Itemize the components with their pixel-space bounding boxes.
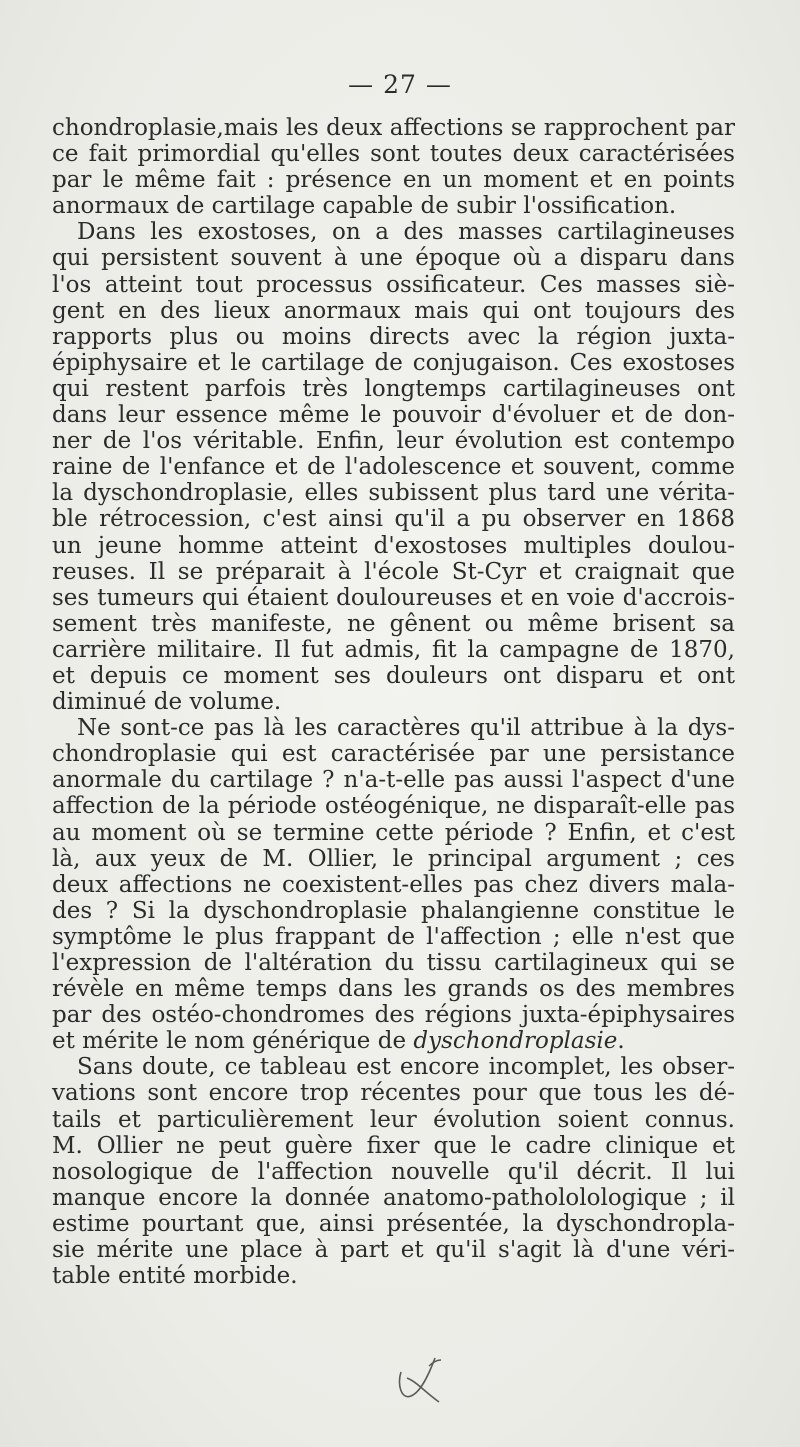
text-line: l'expression de l'altération du tissu cartilagineux qui se [52, 950, 735, 976]
text-line: au moment où se termine cette période ? Enfin, et c'est [52, 819, 735, 846]
text-line: reuses. Il se préparait à l'école St-Cyr et craignait que [52, 558, 735, 585]
text-line: dans leur essence même le pouvoir d'évoluer et de don- [52, 402, 735, 429]
text-line: table entité morbide. [52, 1263, 298, 1290]
text-line: sement très manifeste, ne gênent ou même brisent sa [52, 610, 735, 637]
text-line: anormaux de cartilage capable de subir l'ossification. [52, 193, 677, 220]
text-line: ner de l'os véritable. Enfin, leur évolution est contempo [52, 428, 735, 455]
text-line: affection de la période ostéogénique, ne disparaît-elle pas [52, 793, 735, 820]
text-line: sie mérite une place à part et qu'il s'agit là d'une véri- [52, 1237, 735, 1264]
text-line: là, aux yeux de M. Ollier, le principal argument ; ces [52, 845, 735, 872]
text-line: chondroplasie qui est caractérisée par une persistance [52, 741, 735, 768]
text-line: manque encore la donnée anatomo-pathololologique ; il [52, 1184, 735, 1211]
text-line: ce fait primordial qu'elles sont toutes deux caractérisées [52, 141, 735, 168]
text-line: par des ostéo-chondromes des régions juxta-épiphysaires [52, 1002, 735, 1029]
text-line: qui restent parfois très longtemps cartilagineuses ont [52, 375, 735, 402]
text-line: des ? Si la dyschondroplasie phalangienne constitue le [52, 897, 735, 924]
text-line: symptôme le plus frappant de l'affection ; elle n'est que [52, 923, 735, 950]
italic-term: dyschondroplasie [413, 1028, 618, 1055]
text-line: ses tumeurs qui étaient douloureuses et en voie d'accrois- [52, 584, 735, 611]
text-line: vations sont encore trop récentes pour que tous les dé- [52, 1080, 735, 1107]
text-line: un jeune homme atteint d'exostoses multiples doulou- [52, 532, 735, 559]
text-line: nosologique de l'affection nouvelle qu'il décrit. Il lui [52, 1158, 735, 1185]
text-line: la dyschondroplasie, elles subissent plus tard une vérita- [52, 480, 735, 507]
text-line: chondroplasie,mais les deux affections se rapprochent par [52, 115, 735, 141]
text-line: rapports plus ou moins directs avec la région juxta- [52, 323, 735, 350]
body-text [52, 115, 735, 1289]
text-line: et depuis ce moment ses douleurs ont disparu et ont [52, 662, 735, 689]
text-line: estime pourtant que, ainsi présentée, la dyschondropla- [52, 1210, 735, 1237]
text-line: Ne sont-ce pas là les caractères qu'il attribue à la dys- [77, 715, 735, 742]
text-line: épiphysaire et le cartilage de conjugaison. Ces exostoses [52, 349, 735, 376]
text-line: tails et particulièrement leur évolution soient connus. [52, 1106, 735, 1133]
text-line: carrière militaire. Il fut admis, fit la campagne de 1870, [52, 636, 735, 663]
text-line: et mérite le nom générique de dyschondroplasie. [52, 1028, 625, 1055]
text-line: révèle en même temps dans les grands os des membres [52, 976, 735, 1003]
page-number: — 27 — [348, 70, 452, 99]
text-line: deux affections ne coexistent-elles pas chez divers mala- [52, 871, 735, 898]
text-line: ble rétrocession, c'est ainsi qu'il a pu observer en 1868 [52, 506, 735, 533]
text-line: par le même fait : présence en un moment et en points [52, 167, 735, 194]
handwritten-mark-icon [395, 1352, 445, 1407]
text-line: M. Ollier ne peut guère fixer que le cadre clinique et [52, 1132, 735, 1159]
text-line: diminué de volume. [52, 689, 282, 716]
text-line: gent en des lieux anormaux mais qui ont toujours des [52, 297, 735, 324]
text-line: Sans doute, ce tableau est encore incomplet, les obser- [77, 1054, 735, 1081]
text-line: raine de l'enfance et de l'adolescence et souvent, comme [52, 454, 735, 481]
text-line: Dans les exostoses, on a des masses cartilagineuses [77, 219, 735, 246]
text-line: l'os atteint tout processus ossificateur. Ces masses siè- [52, 271, 735, 298]
text-line: anormale du cartilage ? n'a-t-elle pas aussi l'aspect d'une [52, 767, 735, 794]
text-line: qui persistent souvent à une époque où a disparu dans [52, 245, 735, 272]
